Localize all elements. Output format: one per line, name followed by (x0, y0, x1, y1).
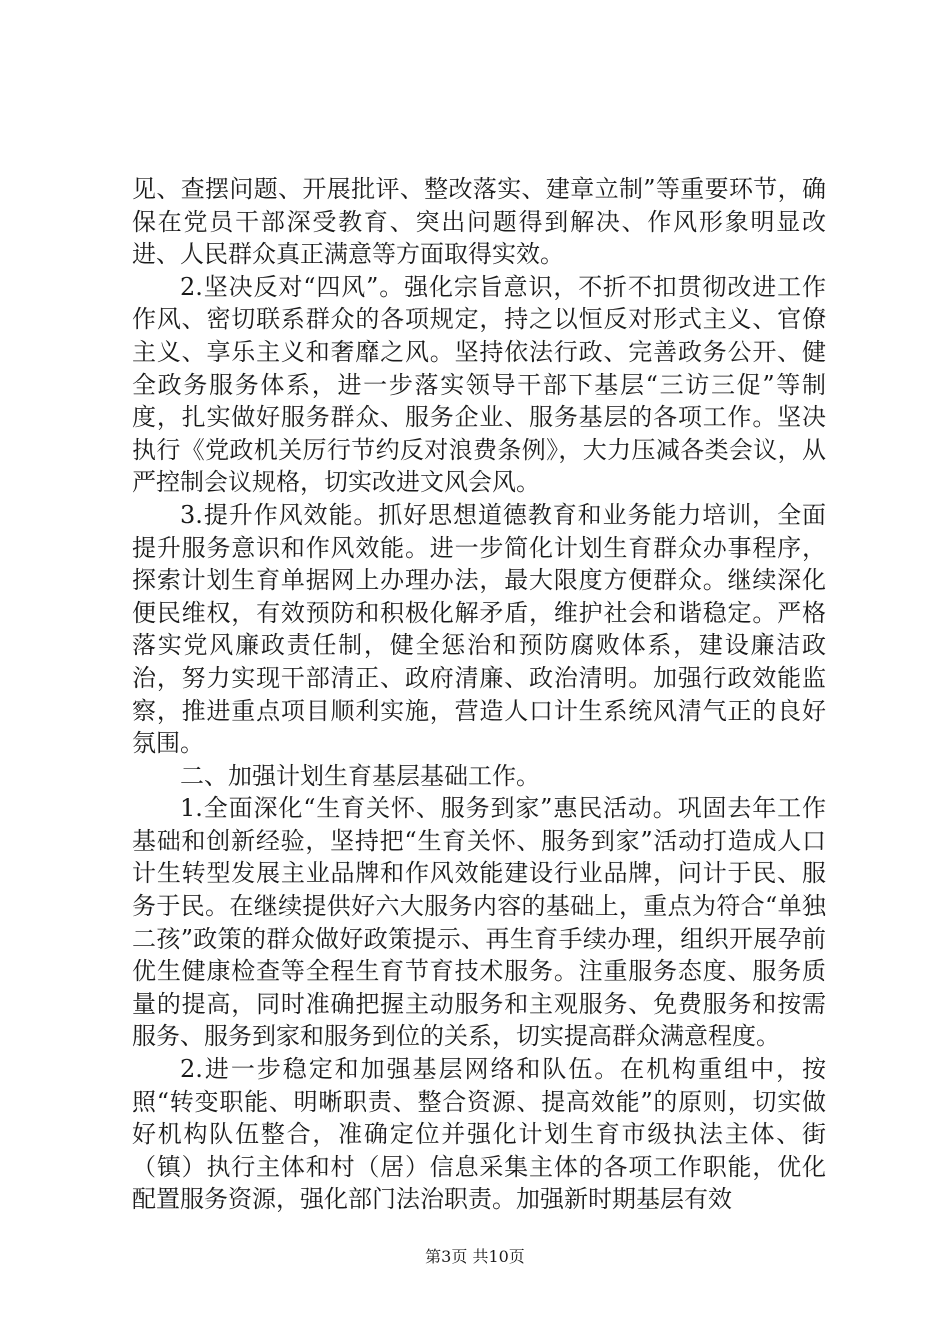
page-number-footer: 第3页 共10页 (425, 1247, 525, 1266)
paragraph-3: 3.提升作风效能。抓好思想道德教育和业务能力培训，全面提升服务意识和作风效能。进一步简化计划生育群众办事程序，探索计划生育单据网上办理办法，最大限度方便群众。继续深化便民维权，有效预防和积极化解矛盾，维护社会和谐稳定。严格落实党风廉政责任制，健全惩治和预防腐败体系，建设廉洁政治，努力实现干部清正、政府清廉、政治清明。加强行政效能监察，推进重点项目顺利实施，营造人口计生系统风清气正的良好氛围。 (132, 500, 826, 758)
paragraph-2: 2.坚决反对“四风”。强化宗旨意识，不折不扣贯彻改进工作作风、密切联系群众的各项规定，持之以恒反对形式主义、官僚主义、享乐主义和奢靡之风。坚持依法行政、完善政务公开、健全政务服务体系，进一步落实领导干部下基层“三访三促”等制度，扎实做好服务群众、服务企业、服务基层的各项工作。坚决执行《党政机关厉行节约反对浪费条例》，大力压减各类会议，从严控制会议规格，切实改进文风会风。 (132, 272, 826, 497)
section-heading: 二、加强计划生育基层基础工作。 (180, 761, 540, 790)
paragraph-4: 1.全面深化“生育关怀、服务到家”惠民活动。巩固去年工作基础和创新经验，坚持把“生育关怀、服务到家”活动打造成人口计生转型发展主业品牌和作风效能建设行业品牌，问计于民、服务于民。在继续提供好六大服务内容的基础上，重点为符合“单独二孩”政策的群众做好政策提示、再生育手续办理，组织开展孕前优生健康检查等全程生育节育技术服务。注重服务态度、服务质量的提高，同时准确把握主动服务和主观服务、免费服务和按需服务、服务到家和服务到位的关系，切实提高群众满意程度。 (132, 794, 826, 1051)
document-body (132, 173, 826, 1216)
paragraph-5: 2.进一步稳定和加强基层网络和队伍。在机构重组中，按照“转变职能、明晰职责、整合资源、提高效能”的原则，切实做好机构队伍整合，准确定位并强化计划生育市级执法主体、街（镇）执行主体和村（居）信息采集主体的各项工作职能，优化配置服务资源，强化部门法治职责。加强新时期基层有效 (132, 1055, 826, 1214)
paragraph-1: 见、查摆问题、开展批评、整改落实、建章立制”等重要环节，确保在党员干部深受教育、突出问题得到解决、作风形象明显改进、人民群众真正满意等方面取得实效。 (132, 175, 826, 269)
